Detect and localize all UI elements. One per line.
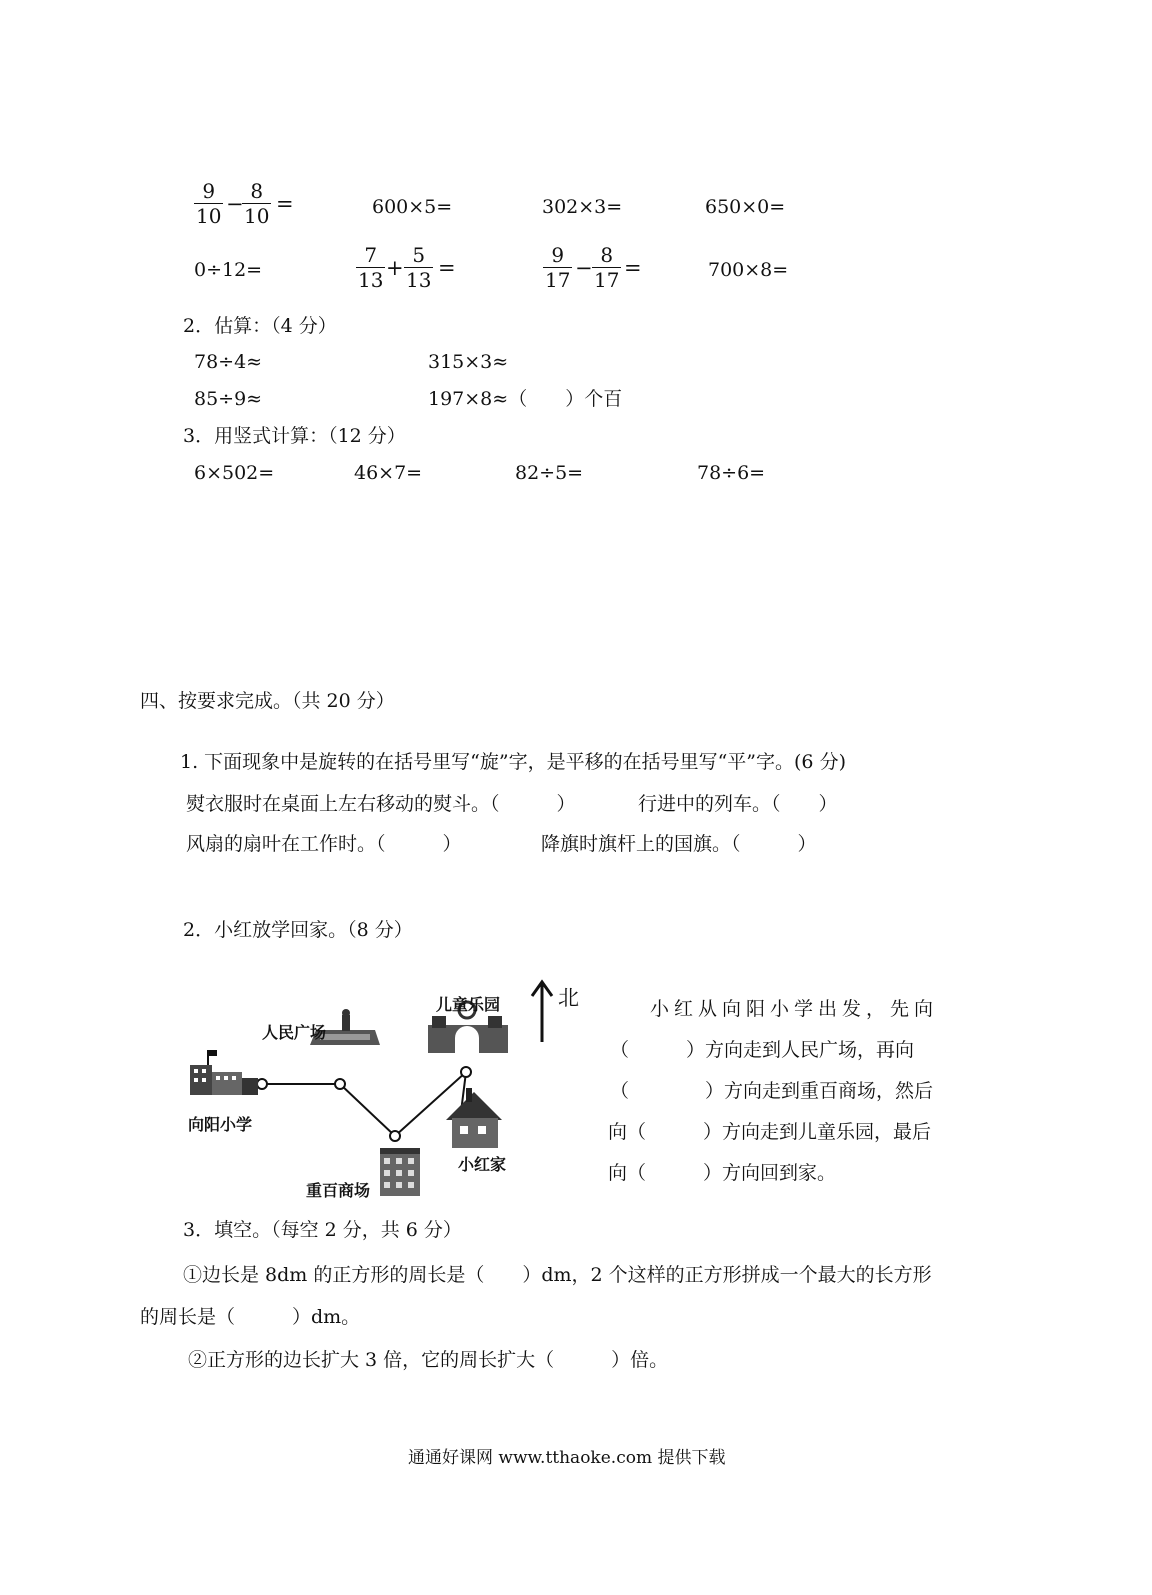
calc-item: 0÷12= [194, 259, 263, 281]
route-text-line: 向（ ）方向回到家。 [608, 1162, 837, 1184]
route-text-line: 小红从向阳小学出发，先向 [650, 998, 939, 1020]
route-text-line: （ ）方向走到人民广场，再向 [610, 1039, 915, 1061]
section-title: 四、按要求完成。（共 20 分） [140, 690, 395, 712]
school-icon [190, 1050, 258, 1095]
north-label: 北 [558, 986, 579, 1010]
fraction: 8 10 [244, 179, 270, 228]
vertical-item: 78÷6= [697, 462, 766, 484]
map-graphic [170, 970, 610, 1210]
route-map [170, 970, 610, 1210]
route-text-line: 向（ ）方向走到儿童乐园，最后 [608, 1121, 932, 1143]
question-item: 熨衣服时在桌面上左右移动的熨斗。（ ） [186, 793, 576, 815]
place-label: 儿童乐园 [436, 995, 501, 1014]
estimate-item: 78÷4≈ [194, 351, 263, 373]
route-text-line: （ ）方向走到重百商场，然后 [610, 1080, 934, 1102]
place-label: 向阳小学 [188, 1115, 253, 1134]
equals-sign: = [624, 256, 642, 280]
place-label: 人民广场 [262, 1023, 327, 1042]
fraction: 5 13 [406, 243, 432, 292]
calc-item: 700×8= [708, 259, 789, 281]
home-icon [446, 1088, 502, 1148]
estimate-item: 315×3≈ [428, 351, 509, 373]
question-line: 的周长是（ ）dm。 [140, 1306, 361, 1328]
operator: + [386, 256, 404, 280]
vertical-item: 46×7= [354, 462, 423, 484]
estimate-item: 197×8≈（ ）个百 [428, 388, 623, 410]
place-label: 小红家 [458, 1155, 507, 1174]
calc-item: 302×3= [542, 196, 623, 218]
question-title: 1. 下面现象中是旋转的在括号里写“旋”字，是平移的在括号里写“平”字。(6 分) [180, 751, 846, 773]
estimate-title: 2．估算：（4 分） [183, 315, 337, 337]
question-line: ①边长是 8dm 的正方形的周长是（ ）dm，2 个这样的正方形拼成一个最大的长方形 [183, 1264, 932, 1286]
question-item: 风扇的扇叶在工作时。（ ） [186, 833, 462, 855]
question-line: ②正方形的边长扩大 3 倍，它的周长扩大（ ）倍。 [188, 1349, 669, 1371]
fraction: 9 10 [196, 179, 222, 228]
question-title: 2．小红放学回家。（8 分） [183, 919, 413, 941]
footer-text: 通通好课网 www.tthaoke.com 提供下载 [408, 1448, 726, 1468]
question-item: 降旗时旗杆上的国旗。（ ） [541, 833, 817, 855]
fraction: 9 17 [545, 243, 571, 292]
place-label: 重百商场 [306, 1181, 371, 1200]
question-item: 行进中的列车。（ ） [638, 793, 838, 815]
calc-item: 600×5= [372, 196, 453, 218]
vertical-item: 6×502= [194, 462, 275, 484]
fraction: 8 17 [594, 243, 620, 292]
question-title: 3．填空。（每空 2 分，共 6 分） [183, 1219, 462, 1241]
operator: − [226, 192, 244, 216]
equals-sign: = [438, 256, 456, 280]
store-icon [380, 1148, 420, 1196]
fraction: 7 13 [358, 243, 384, 292]
estimate-item: 85÷9≈ [194, 388, 263, 410]
vertical-item: 82÷5= [515, 462, 584, 484]
vertical-title: 3．用竖式计算：（12 分） [183, 425, 406, 447]
operator: − [575, 256, 593, 280]
equals-sign: = [276, 192, 294, 216]
calc-item: 650×0= [705, 196, 786, 218]
